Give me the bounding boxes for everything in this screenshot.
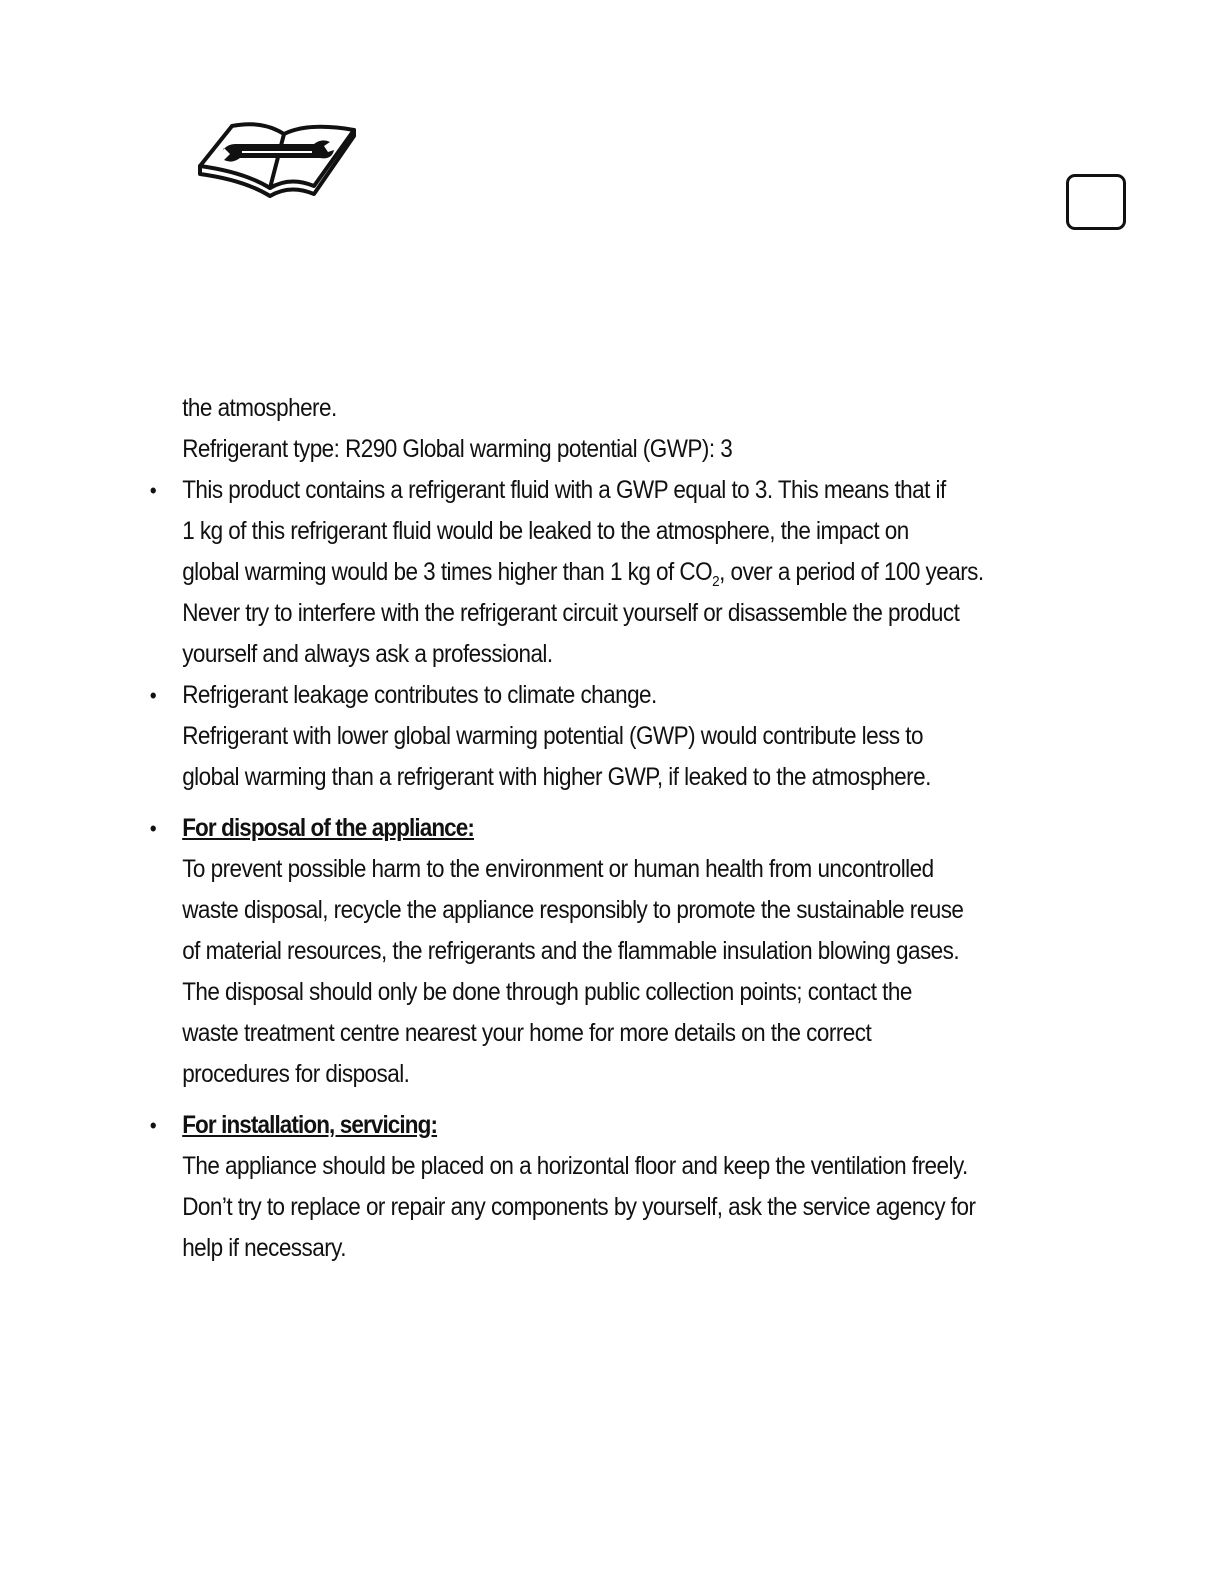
paragraph-line: waste disposal, recycle the appliance responsibly to promote the sustainable reuse — [182, 896, 964, 924]
bullet-disposal — [148, 808, 1012, 1095]
co2-text: global warming would be 3 times higher than 1 kg of CO — [182, 558, 713, 586]
paragraph-line: 1 kg of this refrigerant fluid would be leaked to the atmosphere, the impact on — [182, 517, 909, 545]
paragraph-line: Never try to interfere with the refrigerant circuit yourself or disassemble the product — [182, 599, 960, 627]
bullet-leakage-info — [148, 675, 1012, 798]
paragraph-line: The appliance should be placed on a horizontal floor and keep the ventilation freely. — [182, 1152, 968, 1180]
paragraph-line: Refrigerant with lower global warming potential (GWP) would contribute less to — [182, 722, 923, 750]
paragraph-line: of material resources, the refrigerants and the flammable insulation blowing gases. — [182, 937, 960, 965]
bullet-icon: • — [149, 478, 157, 503]
bullet-installation — [148, 1105, 1012, 1269]
paragraph-line: global warming than a refrigerant with higher GWP, if leaked to the atmosphere. — [182, 763, 931, 791]
paragraph-line: Refrigerant leakage contributes to climate change. — [182, 681, 657, 709]
co2-subscript: 2 — [712, 573, 720, 590]
service-manual-icon — [196, 118, 358, 200]
paragraph-line: waste treatment centre nearest your home for more details on the correct — [182, 1019, 872, 1047]
bullet-gwp-info — [148, 470, 1012, 675]
continuation-line: the atmosphere. — [182, 394, 337, 422]
paragraph-line: The disposal should only be done through public collection points; contact the — [182, 978, 912, 1006]
page-number-box — [1066, 174, 1126, 230]
paragraph-line — [182, 552, 1012, 593]
bullet-icon: • — [149, 816, 157, 841]
paragraph-line: To prevent possible harm to the environment or human health from uncontrolled — [182, 855, 934, 883]
paragraph-line: This product contains a refrigerant fluid with a GWP equal to 3. This means that if — [182, 476, 946, 504]
paragraph-line: procedures for disposal. — [182, 1060, 410, 1088]
co2-text-after: , over a period of 100 years. — [719, 558, 984, 586]
installation-heading: For installation, servicing: — [182, 1111, 438, 1139]
bullet-icon: • — [149, 1113, 157, 1138]
disposal-heading: For disposal of the appliance: — [182, 814, 474, 842]
paragraph-line: yourself and always ask a professional. — [182, 640, 553, 668]
bullet-icon: • — [149, 683, 157, 708]
refrigerant-type-line: Refrigerant type: R290 Global warming potential (GWP): 3 — [182, 435, 733, 463]
paragraph-line: help if necessary. — [182, 1234, 346, 1262]
paragraph-line: Don’t try to replace or repair any components by yourself, ask the service agency for — [182, 1193, 976, 1221]
document-body — [148, 388, 1012, 1269]
